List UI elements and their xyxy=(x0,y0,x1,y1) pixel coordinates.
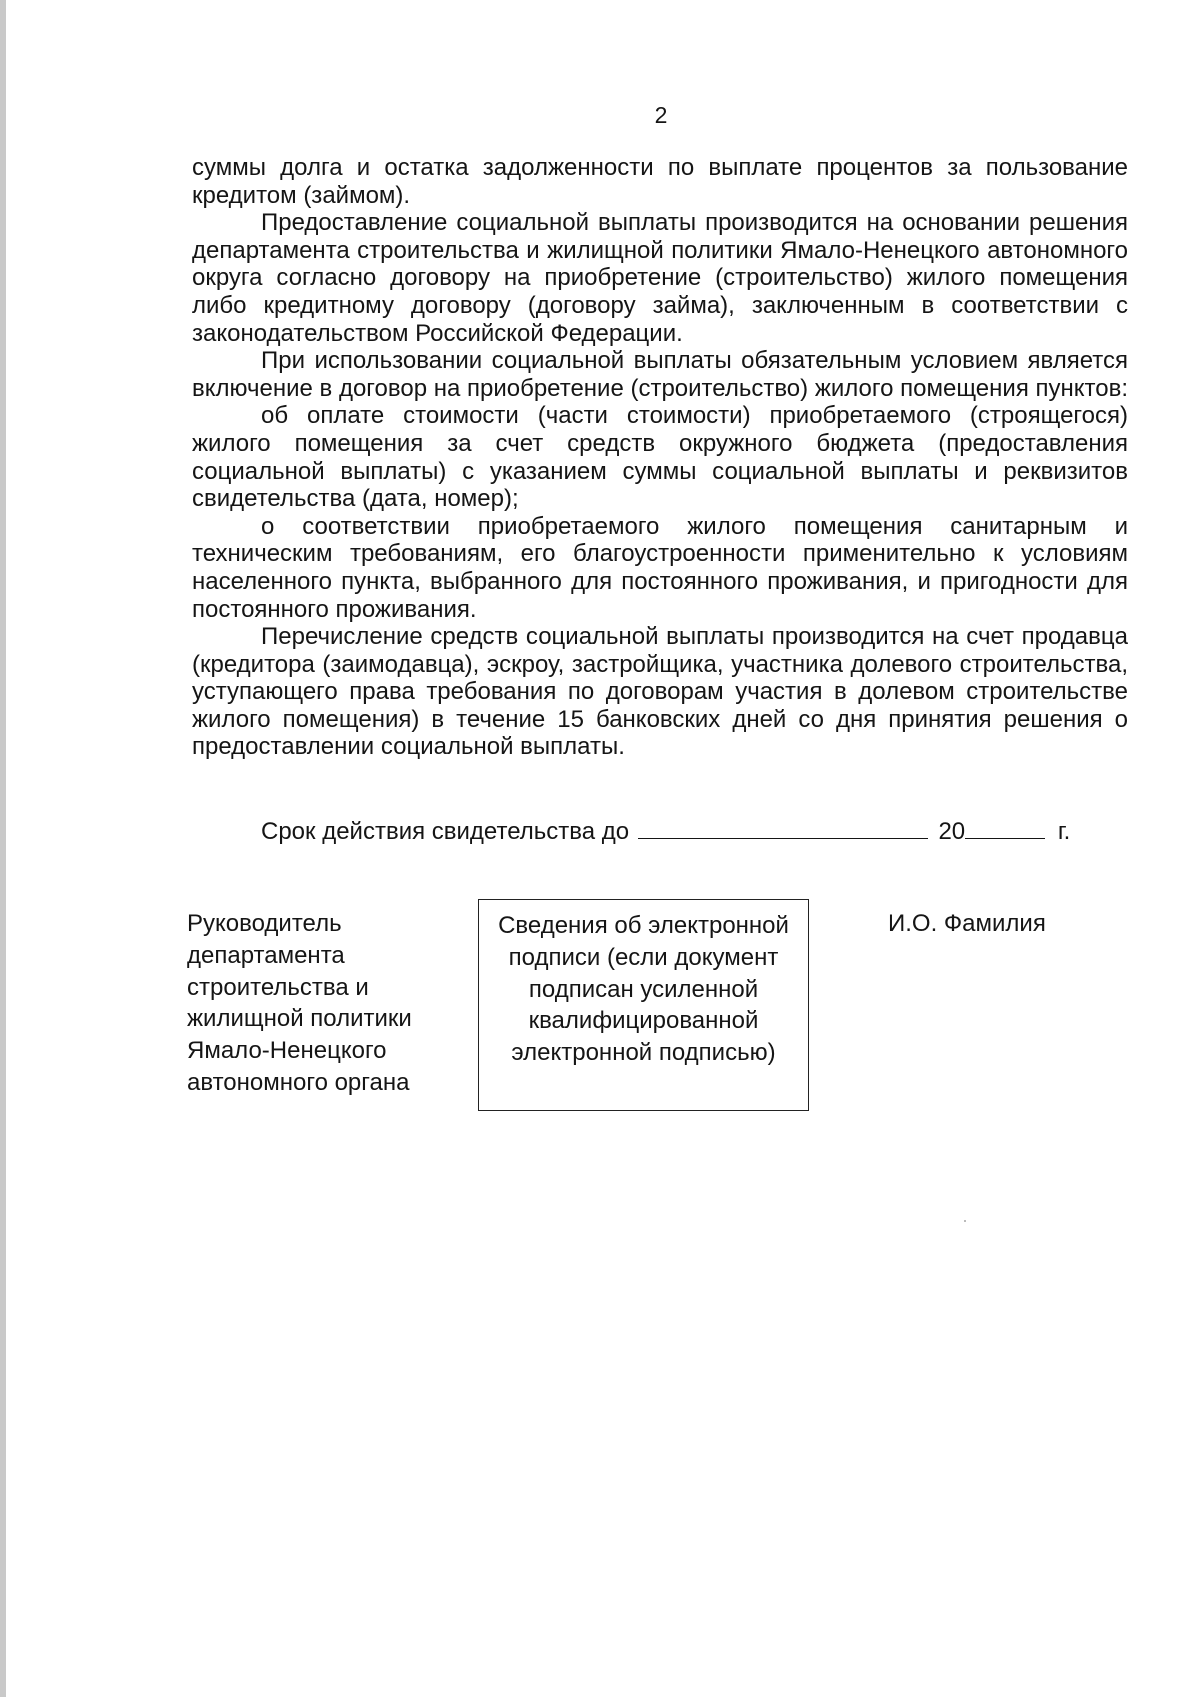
signer-position-line: жилищной политики xyxy=(187,1005,412,1033)
validity-date-blank xyxy=(638,818,928,839)
signer-position-line: Руководитель xyxy=(187,910,342,937)
paragraph-payment-basis: Предоставление социальной выплаты производится на основании решения департамента строительства и жилищной политики Ямало-Ненецкого автономного округа согласно договору на приобретение (строительство) жилого помещения либо кредитному договору (договору займа), заключенным в соответствии с законодательством Российской Федерации. xyxy=(192,209,1128,347)
esign-line: квалифицированной xyxy=(528,1007,759,1035)
paragraph-continuation: суммы долга и остатка задолженности по выплате процентов за пользование кредитом (займом). xyxy=(192,154,1128,209)
paragraph-mandatory-condition: При использовании социальной выплаты обязательным условием является включение в договор на приобретение (строительство) жилого помещения пунктов: xyxy=(192,347,1128,402)
signer-position xyxy=(187,908,447,1099)
signer-position-line: автономного органа xyxy=(187,1068,410,1096)
scan-edge-strip xyxy=(0,0,6,1697)
signer-position-line: департамента xyxy=(187,941,345,969)
validity-label: Срок действия свидетельства до xyxy=(261,818,630,845)
validity-year-suffix: г. xyxy=(1057,818,1071,845)
esign-line: подписан усиленной xyxy=(528,975,759,1003)
certificate-validity-line xyxy=(261,818,1070,846)
esign-line: Сведения об электронной xyxy=(498,912,789,939)
esign-line: электронной подписью) xyxy=(511,1039,776,1067)
signer-position-line: строительства и xyxy=(187,973,369,1001)
paragraph-clause-payment: об оплате стоимости (части стоимости) приобретаемого (строящегося) жилого помещения за счет средств окружного бюджета (предоставления социальной выплаты) с указанием суммы социальной выплаты и реквизитов свидетельства (дата, номер); xyxy=(192,402,1128,513)
paragraph-transfer-funds: Перечисление средств социальной выплаты производится на счет продавца (кредитора (заимодавца), эскроу, застройщика, участника долевого строительства, уступающего права требования по договорам участия в долевом строительстве жилого помещения) в течение 15 банковских дней со дня принятия решения о предоставлении социальной выплаты. xyxy=(192,623,1128,761)
validity-year-blank xyxy=(965,818,1045,839)
esign-line: подписи (если документ xyxy=(508,943,779,971)
electronic-signature-box xyxy=(478,899,809,1111)
scan-speck xyxy=(964,1220,966,1222)
signer-position-line: Ямало-Ненецкого xyxy=(187,1037,387,1065)
signer-name: И.О. Фамилия xyxy=(888,910,1046,937)
document-body xyxy=(192,154,1128,761)
validity-year-prefix: 20 xyxy=(938,818,966,845)
page-number: 2 xyxy=(654,102,668,128)
paragraph-clause-compliance: о соответствии приобретаемого жилого помещения санитарным и техническим требованиям, его благоустроенности применительно к условиям населенного пункта, выбранного для постоянного проживания, и пригодности для постоянного проживания. xyxy=(192,512,1128,623)
